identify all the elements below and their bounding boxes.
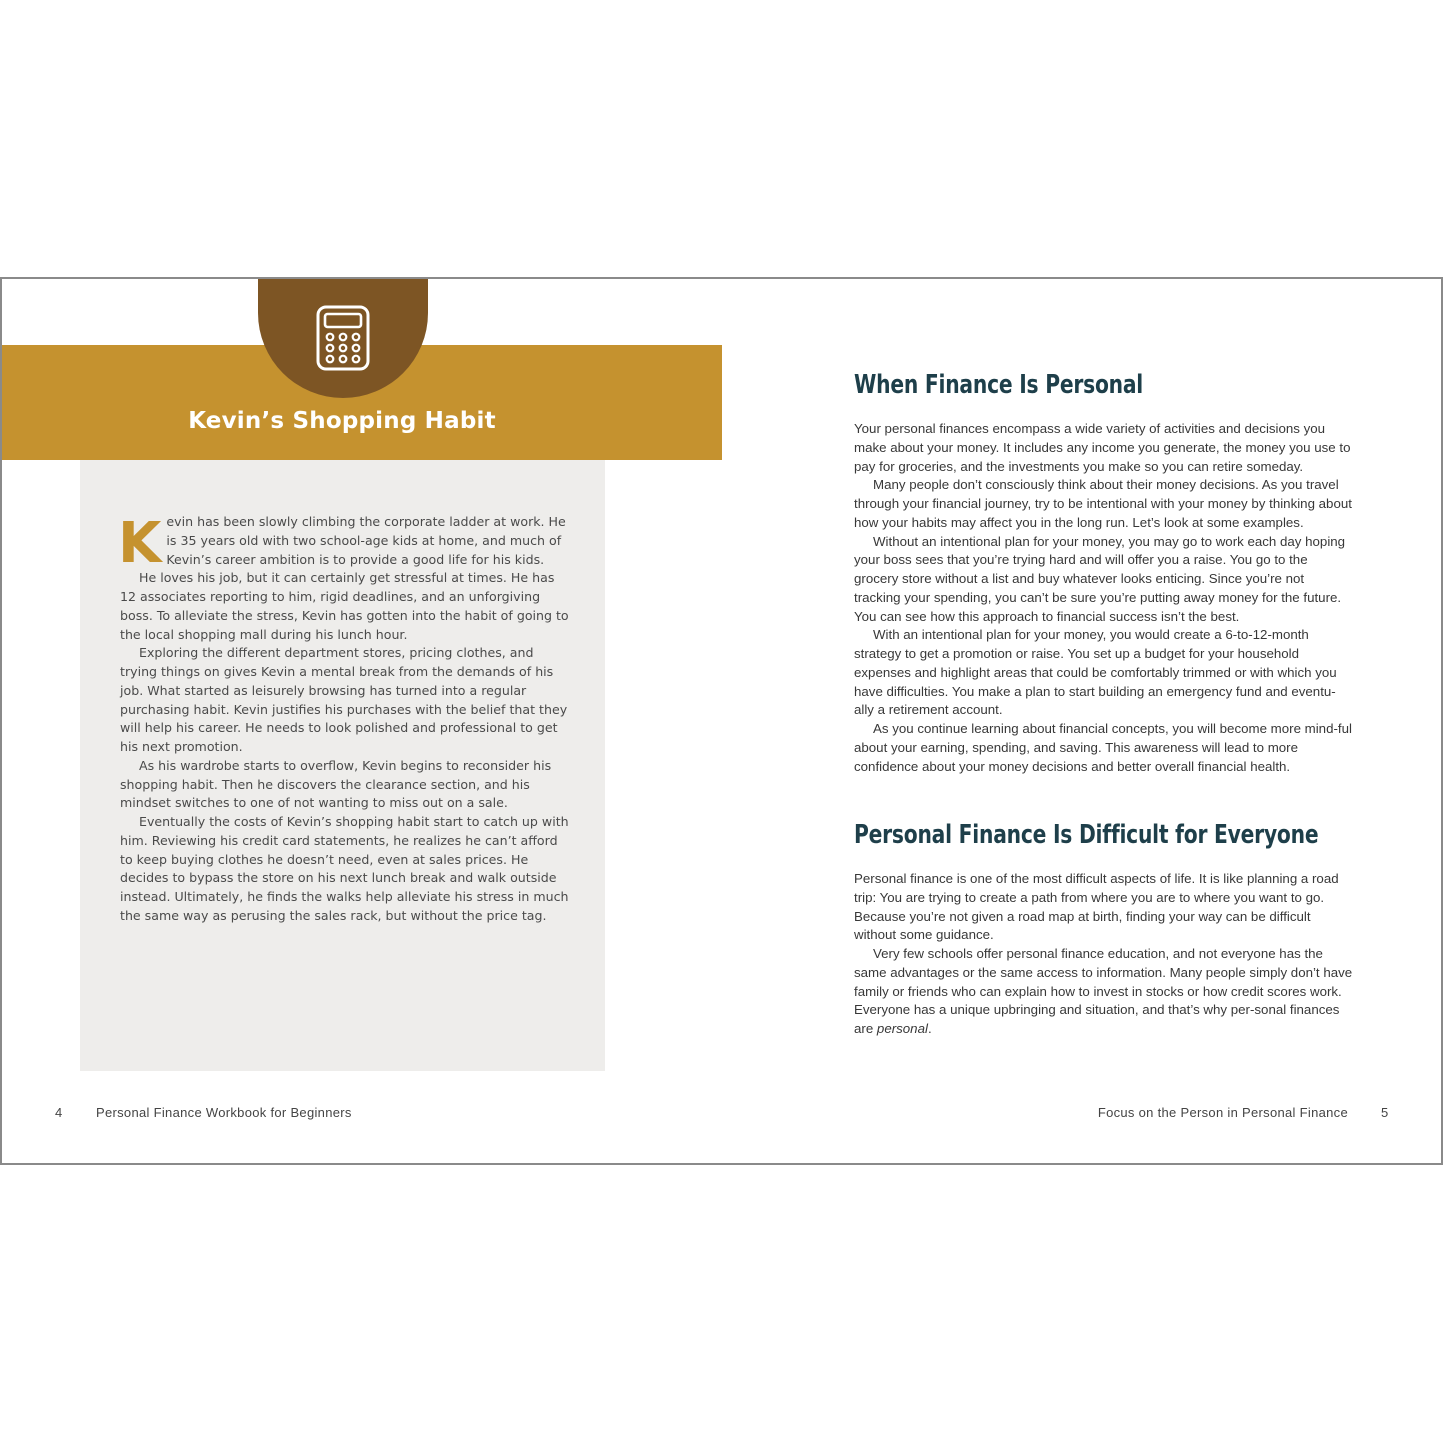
story-paragraph: He loves his job, but it can certainly get stressful at times. He has 12 associates reporting to him, rigid deadlines, and an unforgiving boss. To alleviate the stress, Kevin has gotten into the habit of going to the local shopping mall during his lunch hour. [120, 570, 569, 642]
body-paragraph: With an intentional plan for your money, you would create a 6-to-12-month strategy to get a promotion or raise. You set up a budget for your household expenses and highlight areas that could be comfortably trimmed or with which you have difficulties. You make a plan to start building an emergency fund and eventu-ally a retirement account. [854, 627, 1337, 718]
section-heading-2: Personal Finance Is Difficult for Everyone [854, 820, 1319, 850]
body-paragraph: Very few schools offer personal finance education, and not everyone has the same advantages or the same access to information. Many people simply don’t have family or friends who can explain how to invest in stocks or how credit scores work. Everyone has a unique upbringing and situation, and that’s why per-sonal finances are personal. [854, 946, 1353, 1036]
body-paragraph: Without an intentional plan for your money, you may go to work each day hoping your boss sees that you’re trying hard and will offer you a raise. You go to the grocery store without a list and buy whatever looks enticing. Since you’re not tracking your spending, you can’t be sure you’re putting away money for the future. You can see how this approach to financial success isn’t the best. [854, 533, 1346, 624]
body-paragraph: Your personal finances encompass a wide variety of activities and decisions you make about your money. It includes any income you generate, the money you use to pay for groceries, and the investments you make so you can retire someday. [854, 421, 1351, 474]
section-body-1 [854, 420, 1354, 776]
body-paragraph: As you continue learning about financial concepts, you will become more mind-ful about your earning, spending, and saving. This awareness will lead to more confidence about your money decisions and better overall financial health. [854, 721, 1352, 774]
story-paragraph: Eventually the costs of Kevin’s shopping habit start to catch up with him. Reviewing his credit card statements, he realizes he can’t afford to keep buying clothes he doesn’t need, even at sales prices. He decides to bypass the store on his next lunch break and walk outside instead. Ultimately, he finds the walks help alleviate his stress in much the same way as perusing the sales rack, but without the price tag. [120, 814, 569, 923]
section-body-2 [854, 870, 1354, 1039]
calculator-icon [316, 305, 370, 371]
drop-cap: K [118, 511, 162, 576]
page-number-left: 4 [55, 1105, 63, 1120]
body-paragraph: Personal finance is one of the most difficult aspects of life. It is like planning a road trip: You are trying to create a path from where you are to where you want to go. Because you’re not given a road map at birth, finding your way can be difficult without some guidance. [854, 871, 1339, 943]
sidebar-title: Kevin’s Shopping Habit [188, 408, 496, 434]
story-paragraph: As his wardrobe starts to overflow, Kevin begins to reconsider his shopping habit. Then he discovers the clearance section, and his mindset switches to one of not wanting to miss out on a sale. [120, 757, 552, 811]
body-paragraph: Many people don’t consciously think about their money decisions. As you travel through your financial journey, try to be intentional with your money by thinking about how your habits may affect you in the long run. Let’s look at some examples. [854, 477, 1352, 530]
page-number-right: 5 [1381, 1105, 1389, 1120]
story-paragraph: Kevin has been slowly climbing the corporate ladder at work. He is 35 years old with two school-age kids at home, and much of Kevin’s career ambition is to provide a good life for his kids. [118, 511, 566, 576]
section-heading-1: When Finance Is Personal [854, 370, 1144, 400]
running-title-left: Personal Finance Workbook for Beginners [96, 1105, 352, 1120]
running-title-right: Focus on the Person in Personal Finance [1097, 1105, 1348, 1120]
story-paragraph: Exploring the different department stores, pricing clothes, and trying things on gives Kevin a mental break from the demands of his job. What started as leisurely browsing has turned into a regular purchasing habit. Kevin justifies his purchases with the belief that they will help his career. He needs to look polished and professional to get his next promotion. [120, 645, 568, 754]
story-text [120, 513, 570, 926]
emphasis-text: personal [876, 1021, 928, 1036]
